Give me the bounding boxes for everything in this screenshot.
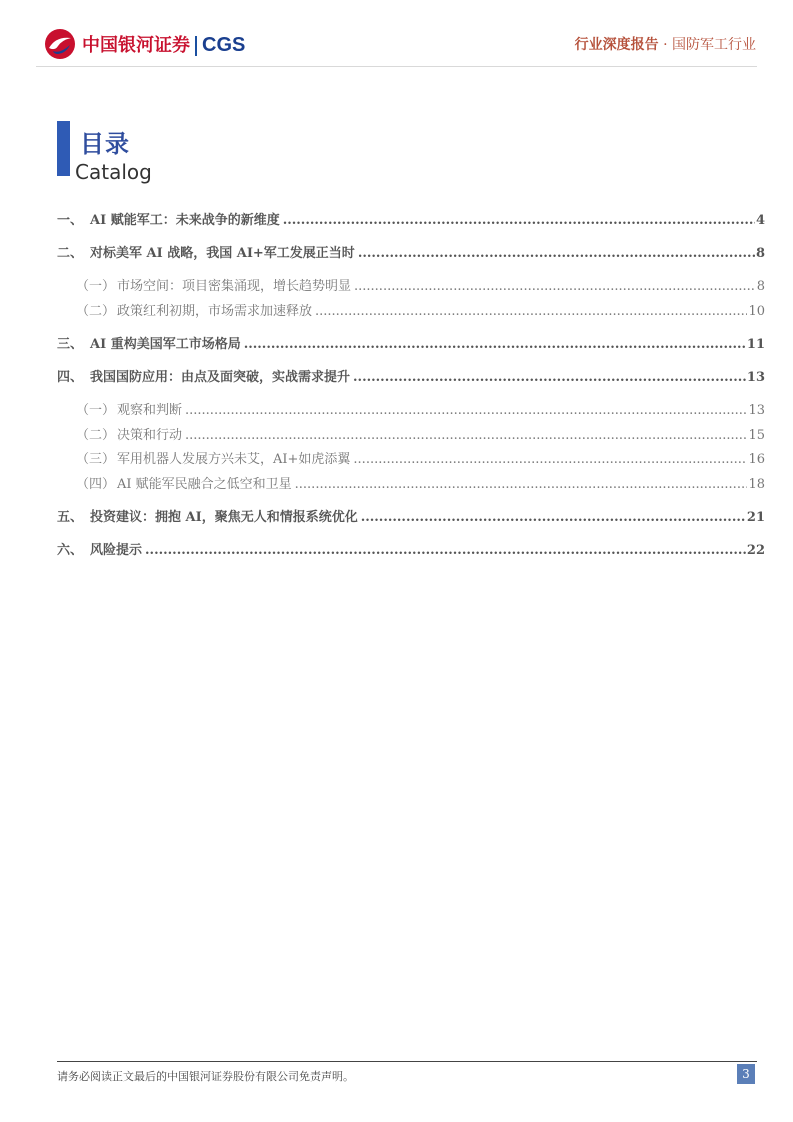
toc-entry[interactable]	[57, 300, 765, 319]
toc-entry-number: 六、	[57, 543, 84, 558]
toc-entry-page: 15	[748, 428, 765, 443]
toc-entry-number: （二）	[76, 428, 116, 443]
title-accent-bar	[57, 121, 70, 176]
page-title: 目录	[80, 129, 130, 158]
toc-entry-title: 市场空间：项目密集涌现，增长趋势明显	[117, 279, 352, 294]
header-separator: ·	[663, 37, 668, 53]
page-subtitle: Catalog	[75, 160, 152, 184]
toc-leader-dots	[185, 403, 747, 418]
toc-entry-title: 风险提示	[90, 543, 143, 558]
toc-entry[interactable]	[57, 209, 765, 228]
toc-entry-title: 观察和判断	[117, 403, 183, 418]
toc-entry-number: 二、	[57, 246, 84, 261]
toc-leader-dots	[185, 428, 747, 443]
report-category	[575, 34, 756, 54]
logo-en-text: CGS	[202, 34, 246, 56]
toc-leader-dots	[354, 279, 756, 294]
toc-entry-page: 8	[756, 279, 765, 294]
toc-entry[interactable]	[57, 399, 765, 418]
toc-entry-number: 五、	[57, 510, 84, 525]
toc-entry[interactable]	[57, 275, 765, 294]
toc-entry-page: 13	[748, 403, 765, 418]
toc-entry-title: AI 赋能军工：未来战争的新维度	[90, 213, 280, 228]
toc-leader-dots	[353, 452, 747, 467]
toc-entry-number: 四、	[57, 370, 84, 385]
toc-entry-title: 我国国防应用：由点及面突破，实战需求提升	[90, 370, 351, 385]
toc-entry-number: （一）	[76, 403, 116, 418]
toc-leader-dots	[353, 370, 746, 385]
toc-entry-page: 4	[755, 213, 765, 228]
toc-entry[interactable]	[57, 242, 765, 261]
toc-entry-page: 21	[746, 510, 765, 525]
cgs-logo	[44, 28, 245, 60]
toc-entry-title: 对标美军 AI 战略，我国 AI+军工发展正当时	[90, 246, 355, 261]
toc-entry[interactable]	[57, 473, 765, 492]
footer-divider	[57, 1061, 757, 1062]
industry-name: 国防军工行业	[672, 37, 756, 53]
toc-entry-number: 一、	[57, 213, 84, 228]
page-number-badge: 3	[737, 1064, 755, 1084]
footer-disclaimer: 请务必阅读正文最后的中国银河证券股份有限公司免责声明。	[57, 1070, 354, 1083]
toc-entry-title: 投资建议：拥抱 AI，聚焦无人和情报系统优化	[90, 510, 358, 525]
toc-entry-page: 10	[748, 304, 765, 319]
logo-divider	[195, 36, 197, 56]
toc-entry[interactable]	[57, 448, 765, 467]
toc-entry-page: 16	[748, 452, 765, 467]
toc-entry[interactable]	[57, 333, 765, 352]
toc-entry-page: 22	[746, 543, 765, 558]
toc-entry-title: 军用机器人发展方兴未艾，AI+如虎添翼	[117, 452, 351, 467]
logo-cn-text: 中国银河证券	[82, 35, 190, 56]
toc-leader-dots	[283, 213, 755, 228]
toc-leader-dots	[244, 337, 746, 352]
toc-entry-page: 13	[746, 370, 765, 385]
cgs-logo-icon	[44, 28, 76, 60]
toc-entry[interactable]	[57, 424, 765, 443]
toc-entry-title: 决策和行动	[117, 428, 183, 443]
toc-leader-dots	[361, 510, 746, 525]
toc-leader-dots	[315, 304, 747, 319]
toc-leader-dots	[145, 543, 746, 558]
toc-entry-number: 三、	[57, 337, 84, 352]
toc-entry-number: （四）	[76, 477, 116, 492]
toc-entry-title: AI 重构美国军工市场格局	[90, 337, 241, 352]
toc-entry-number: （一）	[76, 279, 116, 294]
toc-entry-title: AI 赋能军民融合之低空和卫星	[117, 477, 292, 492]
toc-entry-number: （三）	[76, 452, 116, 467]
toc-entry-number: （二）	[76, 304, 116, 319]
toc-entry[interactable]	[57, 539, 765, 558]
toc-entry-page: 8	[755, 246, 765, 261]
page-header	[0, 0, 793, 80]
report-type: 行业深度报告	[574, 37, 659, 53]
toc-entry-page: 11	[746, 337, 765, 352]
toc-entry-title: 政策红利初期，市场需求加速释放	[117, 304, 313, 319]
toc-entry-page: 18	[748, 477, 765, 492]
header-divider	[36, 66, 757, 67]
toc-leader-dots	[358, 246, 755, 261]
toc-entry[interactable]	[57, 366, 765, 385]
toc-entry[interactable]	[57, 506, 765, 525]
toc-leader-dots	[295, 477, 748, 492]
